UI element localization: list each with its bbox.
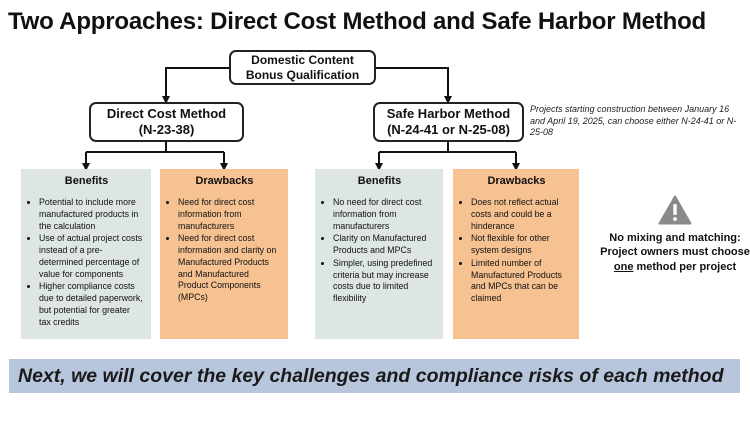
bullet-list	[29, 197, 144, 329]
page-title: Two Approaches: Direct Cost Method and Safe Harbor Method	[8, 8, 706, 35]
warning-line2-post: method per project	[633, 260, 737, 273]
bullet-list	[168, 197, 281, 304]
warning-line1: No mixing and matching:	[609, 232, 741, 244]
direct-drawbacks-panel	[160, 169, 288, 339]
next-steps-banner: Next, we will cover the key challenges and compliance risks of each method	[9, 359, 740, 393]
list-item: • Higher compliance costs due to detailed paperwork, but potential for greater tax credits	[39, 281, 144, 328]
warning-line2	[590, 245, 750, 274]
panel-heading: Benefits	[64, 175, 109, 187]
safe-harbor-note: Projects starting construction between January 16 and April 19, 2025, can choose either N-24-41 or N-25-08	[530, 104, 737, 138]
safe-node-line1: Safe Harbor Method	[386, 106, 511, 122]
bullet-list	[461, 197, 572, 305]
direct-benefits-panel	[21, 169, 151, 339]
connector-root-safe	[376, 68, 448, 100]
list-item: • Use of actual project costs instead of a pre-determined percentage of value for components	[39, 233, 144, 280]
direct-node-line2: (N-23-38)	[138, 122, 195, 137]
list-item: • Clarity on Manufactured Products and MPCs	[333, 233, 436, 257]
list-item: • Does not reflect actual costs and could be a hinderance	[471, 197, 572, 232]
bullet-list	[323, 197, 436, 305]
list-item: • Limited number of Manufactured Products and MPCs that can be claimed	[471, 258, 572, 305]
panel-heading: Drawbacks	[487, 175, 546, 187]
panel-heading: Drawbacks	[195, 175, 254, 187]
safe-benefits-panel	[315, 169, 443, 339]
direct-cost-method-node	[89, 102, 244, 142]
list-item: • Potential to include more manufactured products in the calculation	[39, 197, 144, 232]
connector-root-direct	[166, 68, 229, 100]
warning-triangle-icon	[658, 195, 692, 225]
root-node-domestic-content	[229, 50, 376, 85]
direct-node-line1: Direct Cost Method	[106, 106, 227, 122]
warning-line2-pre: Project owners must choose	[600, 246, 750, 259]
no-mixing-warning	[590, 231, 750, 274]
safe-node-line2: (N-24-41 or N-25-08)	[387, 122, 510, 137]
list-item: • Need for direct cost information and clarity on Manufactured Products and Manufactured Product Components (MPCs)	[178, 233, 281, 304]
list-item: • No need for direct cost information from manufacturers	[333, 197, 436, 232]
root-node-line2: Bonus Qualification	[245, 67, 360, 82]
safe-drawbacks-panel	[453, 169, 579, 339]
root-node-line1: Domestic Content	[251, 53, 354, 68]
warning-emphasis: one	[613, 260, 634, 273]
panel-heading: Benefits	[357, 175, 402, 187]
list-item: • Need for direct cost information from manufacturers	[178, 197, 281, 232]
safe-harbor-method-node	[373, 102, 524, 142]
list-item: • Simpler, using predefined criteria but may increase costs due to limited flexibility	[333, 258, 436, 305]
list-item: • Not flexible for other system designs	[471, 233, 572, 257]
